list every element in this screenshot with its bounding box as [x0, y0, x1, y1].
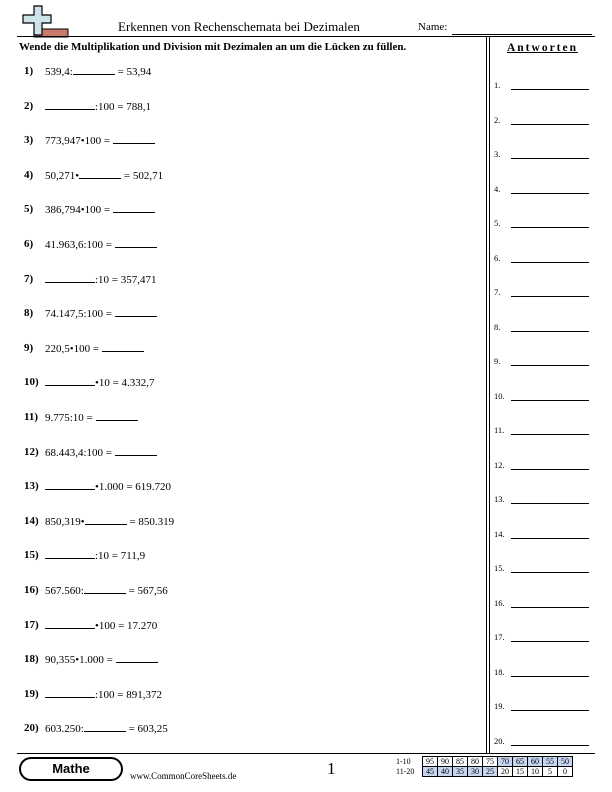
question-number: 8) [24, 307, 34, 320]
answer-label: 8. [494, 321, 501, 332]
answer-label: 2. [494, 114, 501, 125]
answer-line[interactable] [511, 124, 589, 125]
question-text [45, 65, 151, 78]
question-text [45, 446, 157, 459]
question-text-before: 41.963,6:100 = [45, 239, 115, 251]
question-text-after: :10 = 357,471 [95, 273, 157, 286]
answer-line[interactable] [511, 89, 589, 90]
question-text [45, 515, 174, 528]
score-row [396, 757, 573, 767]
answer-line[interactable] [511, 193, 589, 194]
question-number: 1) [24, 65, 34, 77]
score-cell: 15 [513, 767, 528, 777]
answer-blank[interactable] [113, 134, 155, 144]
question-text-before: 220,5•100 = [45, 342, 102, 355]
answer-blank[interactable] [116, 653, 158, 663]
score-cell: 10 [528, 767, 543, 777]
answer-line[interactable] [511, 365, 589, 366]
question-text-after: = 53,94 [114, 66, 152, 78]
question-text-before: 567.560: [45, 585, 84, 597]
answer-blank[interactable] [115, 446, 157, 456]
question-number: 16) [24, 584, 39, 596]
question-number: 20) [24, 722, 39, 735]
question-number: 15) [24, 549, 39, 562]
question-text-after: •1.000 = 619.720 [95, 481, 172, 494]
answer-label: 16. [494, 597, 505, 608]
answer-line[interactable] [511, 607, 589, 608]
question-text [45, 480, 171, 493]
question-text [45, 376, 155, 389]
answer-line[interactable] [511, 434, 589, 435]
score-row [396, 767, 573, 777]
answer-line[interactable] [511, 331, 589, 332]
question-text-before: 50,271• [45, 169, 80, 182]
question-text-before: 74.147,5:100 = [45, 308, 115, 321]
score-cell: 85 [453, 757, 468, 767]
question-number: 17) [24, 618, 39, 631]
answer-label: 9. [494, 356, 501, 366]
question-text [45, 653, 158, 666]
name-field[interactable] [452, 34, 592, 35]
question-text-after: = 502,71 [121, 169, 164, 182]
answer-line[interactable] [511, 745, 589, 746]
answer-label: 3. [494, 149, 501, 159]
answer-blank[interactable] [45, 100, 95, 110]
answer-blank[interactable] [45, 273, 95, 283]
answer-blank[interactable] [45, 480, 95, 490]
question-text [45, 273, 157, 286]
question-number: 11) [24, 411, 39, 423]
score-cell: 35 [453, 767, 468, 777]
answer-line[interactable] [511, 538, 589, 539]
question-text [45, 688, 162, 701]
website-link[interactable]: www.CommonCoreSheets.de [130, 771, 237, 781]
score-table [396, 756, 573, 777]
subject-label: Mathe [21, 759, 121, 779]
answer-label: 19. [494, 701, 505, 711]
question-text-before: 386,794•100 = [45, 204, 113, 217]
name-label: Name: [418, 21, 448, 33]
page-number: 1 [327, 759, 336, 778]
answer-label: 17. [494, 632, 505, 642]
question-text-after: :100 = 788,1 [95, 100, 152, 113]
answer-label: 14. [494, 528, 505, 539]
score-cell: 45 [423, 767, 438, 777]
question-text-after: :100 = 891,372 [95, 688, 163, 701]
answer-blank[interactable] [45, 376, 95, 386]
score-cell: 95 [423, 757, 438, 767]
answer-line[interactable] [511, 676, 589, 677]
question-number: 4) [24, 168, 34, 181]
question-number: 13) [24, 480, 39, 493]
score-range-label: 1-10 [396, 757, 411, 766]
answer-line[interactable] [511, 710, 589, 711]
question-text [45, 307, 157, 320]
score-cell: 60 [528, 757, 543, 767]
question-number: 6) [24, 238, 34, 250]
footer-divider [17, 753, 595, 754]
score-cell: 5 [543, 767, 558, 777]
answer-blank[interactable] [73, 65, 115, 75]
question-text [45, 342, 144, 355]
question-text-before: 68.443,4:100 = [45, 446, 115, 459]
answer-line[interactable] [511, 296, 589, 297]
question-number: 12) [24, 445, 39, 458]
question-number: 19) [24, 687, 39, 700]
instructions: Wende die Multiplikation und Division mit Dezimalen an um die Lücken zu füllen. [19, 41, 407, 53]
question-text [45, 238, 157, 251]
score-cell: 50 [558, 757, 573, 767]
question-number: 7) [24, 272, 34, 285]
question-number: 2) [24, 99, 34, 112]
question-text [45, 134, 155, 147]
score-cell: 75 [483, 757, 498, 767]
question-text-before: 9.775:10 = [45, 412, 96, 424]
answer-blank[interactable] [45, 549, 95, 559]
answer-label: 18. [494, 666, 505, 677]
answer-label: 11. [494, 425, 505, 435]
question-text-after: •10 = 4.332,7 [95, 377, 155, 390]
answer-label: 10. [494, 390, 505, 401]
question-text-after: = 567,56 [125, 585, 168, 597]
question-text [45, 100, 151, 113]
answer-label: 7. [494, 287, 501, 297]
question-text [45, 619, 157, 632]
question-text-after: :10 = 711,9 [95, 550, 146, 563]
answers-heading: Antworten [506, 42, 579, 54]
question-text [45, 203, 155, 216]
question-text [45, 169, 163, 182]
answer-line[interactable] [511, 400, 589, 401]
answer-label: 20. [494, 735, 505, 746]
answer-label: 4. [494, 183, 501, 194]
answer-line[interactable] [511, 503, 589, 504]
question-text-before: 90,355•1.000 = [45, 654, 116, 667]
answer-label: 6. [494, 252, 501, 263]
answer-label: 12. [494, 459, 505, 470]
answer-blank[interactable] [84, 584, 126, 594]
answer-label: 5. [494, 218, 501, 228]
question-text-before: 603.250: [45, 723, 84, 736]
question-text [45, 722, 168, 735]
question-text-after: = 850.319 [126, 515, 175, 528]
score-range-label: 11-20 [396, 767, 415, 776]
answer-blank[interactable] [85, 515, 127, 525]
column-divider [489, 37, 490, 753]
answer-blank[interactable] [115, 238, 157, 248]
score-cell: 25 [483, 767, 498, 777]
answer-line[interactable] [511, 227, 589, 228]
score-cell: 90 [438, 757, 453, 767]
answer-label: 1. [494, 80, 501, 90]
answer-line[interactable] [511, 469, 589, 470]
plus-logo-icon [20, 4, 70, 38]
answer-blank[interactable] [115, 307, 157, 317]
answer-line[interactable] [511, 158, 589, 159]
score-cell: 55 [543, 757, 558, 767]
score-cell: 80 [468, 757, 483, 767]
score-cell: 0 [558, 767, 573, 777]
answer-blank[interactable] [79, 169, 121, 179]
question-number: 9) [24, 341, 34, 354]
question-text-after: •100 = 17.270 [95, 619, 158, 632]
answer-blank[interactable] [96, 411, 138, 421]
answer-blank[interactable] [45, 688, 95, 698]
answer-line[interactable] [511, 262, 589, 263]
worksheet-title: Erkennen von Rechenschemata bei Dezimalen [118, 19, 360, 34]
question-number: 5) [24, 203, 34, 216]
question-text-after: = 603,25 [125, 723, 168, 736]
question-text [45, 411, 138, 424]
question-text-before: 850,319• [45, 515, 85, 528]
answer-line[interactable] [511, 641, 589, 642]
question-number: 18) [24, 653, 39, 666]
answer-label: 15. [494, 563, 505, 573]
question-text-before: 539,4: [45, 66, 73, 78]
score-cell: 20 [498, 767, 513, 777]
answer-label: 13. [494, 494, 505, 504]
header-divider [17, 36, 595, 37]
question-text-before: 773,947•100 = [45, 135, 113, 148]
score-cell: 65 [513, 757, 528, 767]
answer-line[interactable] [511, 572, 589, 573]
question-number: 14) [24, 514, 39, 527]
question-text [45, 549, 145, 562]
question-number: 10) [24, 376, 39, 389]
column-divider [486, 37, 487, 753]
question-number: 3) [24, 134, 34, 147]
answer-blank[interactable] [45, 619, 95, 629]
question-text [45, 584, 168, 597]
answer-blank[interactable] [84, 722, 126, 732]
score-cell: 40 [438, 767, 453, 777]
score-cell: 30 [468, 767, 483, 777]
score-cell: 70 [498, 757, 513, 767]
answer-blank[interactable] [113, 203, 155, 213]
answer-blank[interactable] [102, 342, 144, 352]
